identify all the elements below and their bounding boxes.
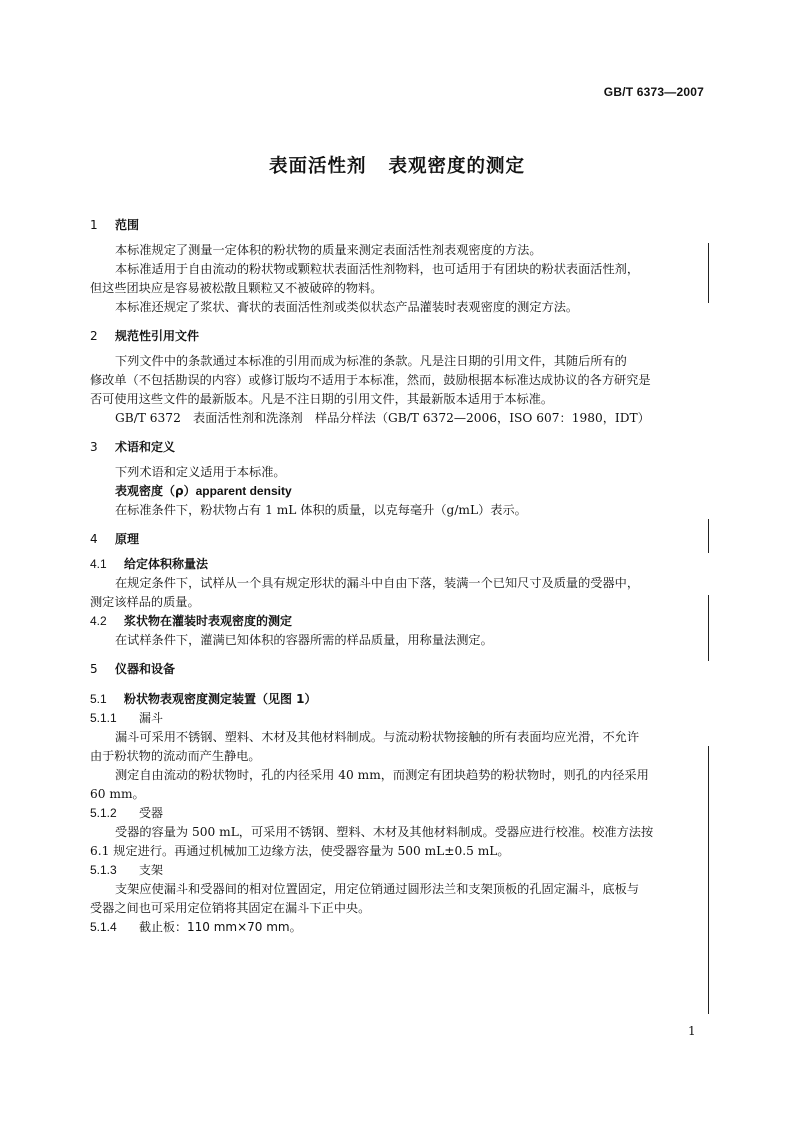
- subsection-heading: 4.2 浆状物在灌装时表观密度的测定: [90, 614, 293, 628]
- section-heading: 4 原理: [90, 532, 140, 546]
- section-heading: 1 范围: [90, 218, 140, 232]
- paragraph: 本标准适用于自由流动的粉状物或颗粒状表面活性剂物料，也可适用于有团块的粉状表面活性剂，: [115, 262, 640, 276]
- term-definition: 在标准条件下，粉状物占有 1 mL 体积的质量，以克每毫升（g/mL）表示。: [115, 503, 527, 517]
- paragraph: 在试样条件下，灌满已知体积的容器所需的样品质量，用称量法测定。: [115, 633, 493, 647]
- subsection-heading: 4.1 给定体积称量法: [90, 557, 209, 571]
- paragraph: 6.1 规定进行。再通过机械加工边缘方法，使受器容量为 500 mL±0.5 mL。: [90, 844, 510, 858]
- paragraph: 受器之间也可采用定位销将其固定在漏斗下正中央。: [90, 901, 371, 915]
- paragraph: 本标准规定了测量一定体积的粉状物的质量来测定表面活性剂表观密度的方法。: [115, 243, 542, 257]
- section-heading: 2 规范性引用文件: [90, 329, 200, 343]
- standard-code: GB/T 6373—2007: [603, 85, 704, 99]
- paragraph: 测定自由流动的粉状物时，孔的内径采用 40 mm，而测定有团块趋势的粉状物时，则孔的内径采用: [115, 768, 649, 782]
- document-body: [90, 216, 704, 937]
- clause-heading: 5.1.3 支架: [90, 863, 164, 877]
- clause-heading: 5.1.2 受器: [90, 806, 164, 820]
- subsection-heading: 5.1 粉状物表观密度测定装置（见图 1）: [90, 692, 317, 706]
- normative-reference: GB/T 6372 表面活性剂和洗涤剂 样品分样法（GB/T 6372—2006，ISO 607：1980，IDT）: [115, 411, 650, 425]
- paragraph: 下列术语和定义适用于本标准。: [115, 465, 286, 479]
- clause-heading: 5.1.4 截止板：110 mm×70 mm。: [90, 920, 302, 934]
- paragraph: 修改单（不包括勘误的内容）或修订版均不适用于本标准，然而，鼓励根据本标准达成协议的各方研究是: [90, 373, 651, 387]
- page-number: 1: [688, 1024, 696, 1038]
- change-bar: [708, 243, 709, 303]
- title-part2: 表观密度的测定: [388, 156, 526, 177]
- change-bar: [708, 746, 709, 1014]
- clause-heading: 5.1.1 漏斗: [90, 711, 164, 725]
- paragraph: 否可使用这些文件的最新版本。凡是不注日期的引用文件，其最新版本适用于本标准。: [90, 392, 554, 406]
- paragraph: 测定该样品的质量。: [90, 595, 200, 609]
- change-bar: [708, 519, 709, 553]
- paragraph: 由于粉状物的流动而产生静电。: [90, 749, 261, 763]
- title-part1: 表面活性剂: [268, 156, 367, 177]
- paragraph: 60 mm。: [90, 787, 145, 801]
- paragraph: 本标准还规定了浆状、膏状的表面活性剂或类似状态产品灌装时表观密度的测定方法。: [115, 300, 579, 314]
- change-bar: [708, 595, 709, 661]
- term-entry: 表观密度（ρ）apparent density: [115, 484, 292, 498]
- paragraph: 下列文件中的条款通过本标准的引用而成为标准的条款。凡是注日期的引用文件，其随后所有的: [115, 354, 627, 368]
- paragraph: 漏斗可采用不锈钢、塑料、木材及其他材料制成。与流动粉状物接触的所有表面均应光滑，不允许: [115, 730, 640, 744]
- section-heading: 5 仪器和设备: [90, 662, 176, 676]
- paragraph: 在规定条件下，试样从一个具有规定形状的漏斗中自由下落，装满一个已知尺寸及质量的受器中，: [115, 576, 640, 590]
- document-title: [0, 152, 794, 178]
- paragraph: 支架应使漏斗和受器间的相对位置固定，用定位销通过圆形法兰和支架顶板的孔固定漏斗，底板与: [115, 882, 640, 896]
- paragraph: 受器的容量为 500 mL，可采用不锈钢、塑料、木材及其他材料制成。受器应进行校准。校准方法按: [115, 825, 654, 839]
- section-heading: 3 术语和定义: [90, 440, 176, 454]
- paragraph: 但这些团块应是容易被松散且颗粒又不被破碎的物料。: [90, 281, 383, 295]
